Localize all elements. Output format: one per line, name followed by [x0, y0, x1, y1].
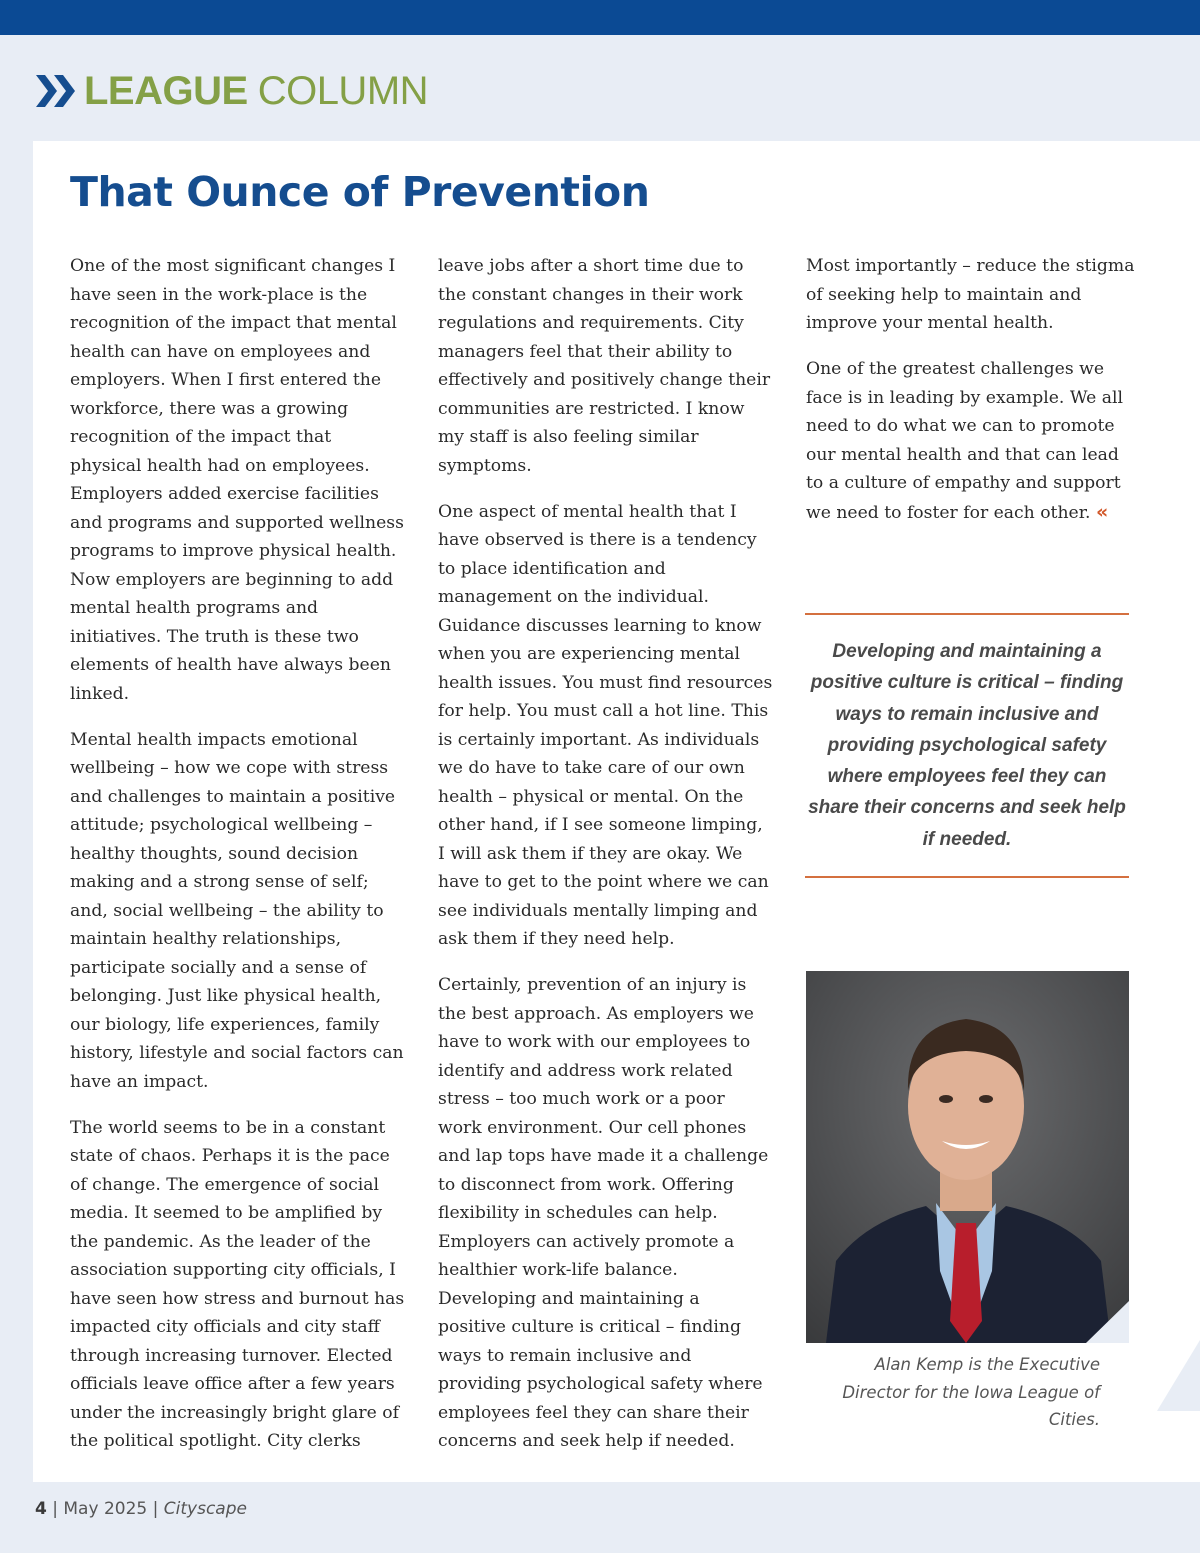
article-column-2: [438, 252, 773, 1473]
section-label-bold: LEAGUE: [84, 68, 248, 113]
pull-quote-rule-top: [805, 613, 1129, 615]
author-caption: Alan Kemp is the Executive Director for the Iowa League of Cities.: [842, 1355, 1100, 1429]
author-photo: [806, 971, 1129, 1343]
paragraph: Certainly, prevention of an injury is the best approach. As employers we have to work with our employees to identify and address work related stress – too much work or a poor work environment. Our cell phones and lap tops have made it a challenge to disconnect from work. Offering flexibility in schedules can help. Employers can actively promote a healthier work-life balance. Developing and maintaining a positive culture is critical – finding ways to remain inclusive and providing psychological safety where employees feel they can share their concerns and seek help if needed.: [438, 975, 769, 1451]
section-label: [36, 68, 428, 114]
article-column-1: [70, 252, 405, 1473]
panel-corner-cut: [1157, 1340, 1200, 1411]
publication-name: Cityscape: [163, 1499, 247, 1519]
top-color-bar: [0, 0, 1200, 35]
section-label-light: COLUMN: [257, 68, 429, 113]
article-column-3: [806, 252, 1141, 545]
footer-separator: |: [52, 1499, 58, 1519]
issue-date: May 2025: [63, 1499, 148, 1519]
pull-quote-rule-bottom: [805, 876, 1129, 878]
paragraph: Mental health impacts emotional wellbeing – how we cope with stress and challenges to maintain a positive attitude; psychological wellbeing – healthy thoughts, sound decision making and a strong sense of self; and, social wellbeing – the ability to maintain healthy relationships, participate socially and a sense of belonging. Just like physical health, our biology, life experiences, family history, lifestyle and social factors can have an impact.: [70, 729, 404, 1092]
paragraph: leave jobs after a short time due to the constant changes in their work regulations and requirements. City managers feel that their ability to effectively and positively change their communities are restricted. I know my staff is also feeling similar symptoms.: [438, 256, 771, 476]
paragraph: Most importantly – reduce the stigma of seeking help to maintain and improve your mental health.: [806, 256, 1135, 333]
paragraph: The world seems to be in a constant state of chaos. Perhaps it is the pace of change. The emergence of social media. It seemed to be amplified by the pandemic. As the leader of the association supporting city officials, I have seen how stress and burnout has impacted city officials and city staff through increasing turnover. Elected officials leave office after a few years under the increasingly bright glare of the political spotlight. City clerks: [70, 1117, 405, 1451]
article-title: That Ounce of Prevention: [70, 168, 650, 216]
paragraph: One aspect of mental health that I have observed is there is a tendency to place identification and management on the individual. Guidance discusses learning to know when you are experiencing mental health issues. You must find resources for help. You must call a hot line. This is certainly important. As individuals we do have to take care of our own health – physical or mental. On the other hand, if I see someone limping, I will ask them if they are okay. We have to get to the point where we can see individuals mentally limping and ask them if they need help.: [438, 501, 773, 949]
end-mark-icon: «: [1095, 500, 1109, 523]
footer-separator: |: [152, 1499, 159, 1519]
double-chevron-right-icon: [36, 71, 78, 111]
paragraph-text: One of the greatest challenges we face is in leading by example. We all need to do what we can to promote our mental health and that can lead to a culture of empathy and support we need to foster for each other.: [806, 359, 1123, 523]
page-footer: [35, 1499, 247, 1519]
paragraph-final: [806, 355, 1141, 527]
paragraph: One of the most significant changes I have seen in the work-place is the recognition of the impact that mental health can have on employees and employers. When I first entered the workforce, there was a growing recognition of the impact that physical health had on employees. Employers added exercise facilities and programs and supported wellness programs to improve physical health. Now employers are beginning to add mental health programs and initiatives. The truth is these two elements of health have always been linked.: [70, 256, 404, 704]
pull-quote: Developing and maintaining a positive culture is critical – finding ways to remain inclusive and providing psychological safety where employees feel they can share their concerns and seek help if needed.: [808, 641, 1126, 850]
page-number: 4: [35, 1499, 47, 1519]
